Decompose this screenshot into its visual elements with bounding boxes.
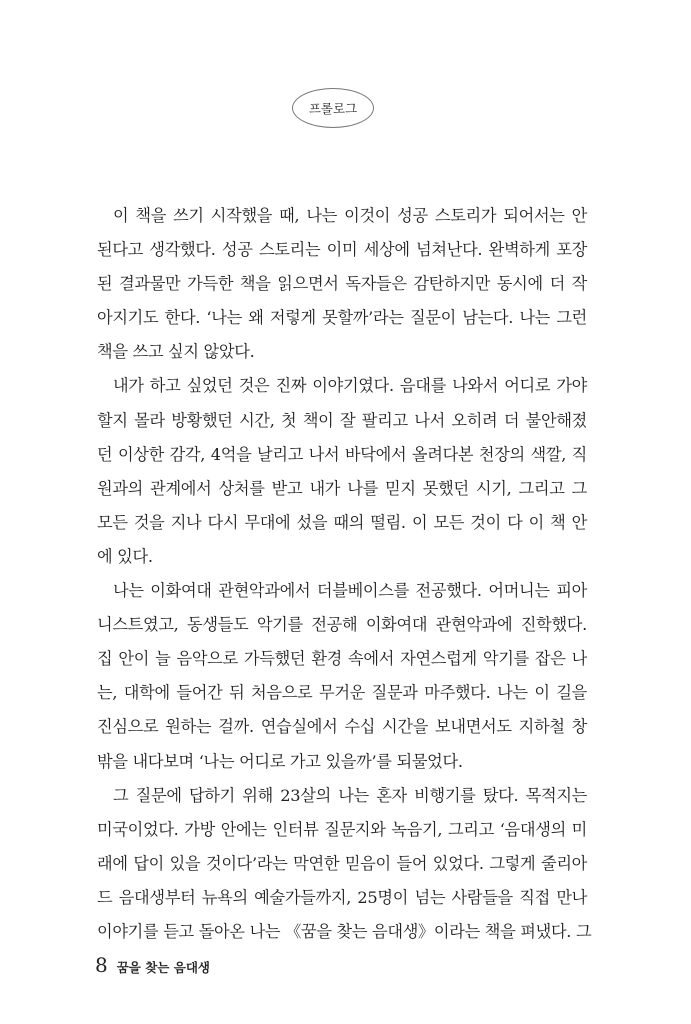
text-line: 래에 답이 있을 것이다’라는 막연한 믿음이 들어 있었다. 그렇게 줄리아 bbox=[97, 853, 587, 873]
text-line: 드 음대생부터 뉴욕의 예술가들까지, 25명이 넘는 사람들을 직접 만나 bbox=[97, 887, 587, 907]
text-line: 에 있다. bbox=[97, 546, 153, 566]
text-line: 이 책을 쓰기 시작했을 때, 나는 이것이 성공 스토리가 되어서는 안 bbox=[113, 206, 587, 225]
text-line: 이야기를 듣고 돌아온 나는 《꿈을 찾는 음대생》이라는 책을 펴냈다. 그 bbox=[97, 921, 592, 941]
body-text bbox=[97, 199, 592, 949]
text-line: 는, 대학에 들어간 뒤 처음으로 무거운 질문과 마주했다. 나는 이 길을 bbox=[97, 683, 587, 703]
chapter-title-badge bbox=[292, 88, 374, 128]
running-title: 꿈을 찾는 음대생 bbox=[116, 960, 210, 975]
text-line: 책을 쓰고 싶지 않았다. bbox=[97, 342, 255, 362]
text-line: 할지 몰라 방황했던 시간, 첫 책이 잘 팔리고 나서 오히려 더 불안해졌 bbox=[97, 410, 587, 430]
text-line: 된 결과물만 가득한 책을 읽으면서 독자들은 감탄하지만 동시에 더 작 bbox=[97, 274, 587, 294]
page-footer bbox=[95, 953, 210, 977]
text-line: 던 이상한 감각, 4억을 날리고 나서 바닥에서 올려다본 천장의 색깔, 직 bbox=[97, 444, 587, 464]
page-number: 8 bbox=[95, 953, 108, 977]
text-line: 밖을 내다보며 ‘나는 어디로 가고 있을까’를 되물었다. bbox=[97, 751, 463, 771]
text-line: 아지기도 한다. ‘나는 왜 저렇게 못할까’라는 질문이 남는다. 나는 그런 bbox=[97, 308, 587, 328]
text-line: 모든 것을 지나 다시 무대에 섰을 때의 떨림. 이 모든 것이 다 이 책 안 bbox=[97, 512, 587, 532]
text-line: 진심으로 원하는 걸까. 연습실에서 수십 시간을 보내면서도 지하철 창 bbox=[97, 717, 587, 737]
text-line: 원과의 관계에서 상처를 받고 내가 나를 믿지 못했던 시기, 그리고 그 bbox=[97, 478, 587, 498]
text-line: 집 안이 늘 음악으로 가득했던 환경 속에서 자연스럽게 악기를 잡은 나 bbox=[97, 649, 587, 669]
text-line: 니스트였고, 동생들도 악기를 전공해 이화여대 관현악과에 진학했다. bbox=[97, 615, 587, 635]
text-line: 미국이었다. 가방 안에는 인터뷰 질문지와 녹음기, 그리고 ‘음대생의 미 bbox=[97, 819, 587, 839]
text-line: 된다고 생각했다. 성공 스토리는 이미 세상에 넘쳐난다. 완벽하게 포장 bbox=[97, 240, 587, 260]
text-line: 나는 이화여대 관현악과에서 더블베이스를 전공했다. 어머니는 피아 bbox=[113, 581, 587, 601]
text-line: 그 질문에 답하기 위해 23살의 나는 혼자 비행기를 탔다. 목적지는 bbox=[113, 785, 587, 805]
text-line: 내가 하고 싶었던 것은 진짜 이야기였다. 음대를 나와서 어디로 가야 bbox=[113, 376, 587, 396]
chapter-title: 프롤로그 bbox=[308, 101, 358, 116]
